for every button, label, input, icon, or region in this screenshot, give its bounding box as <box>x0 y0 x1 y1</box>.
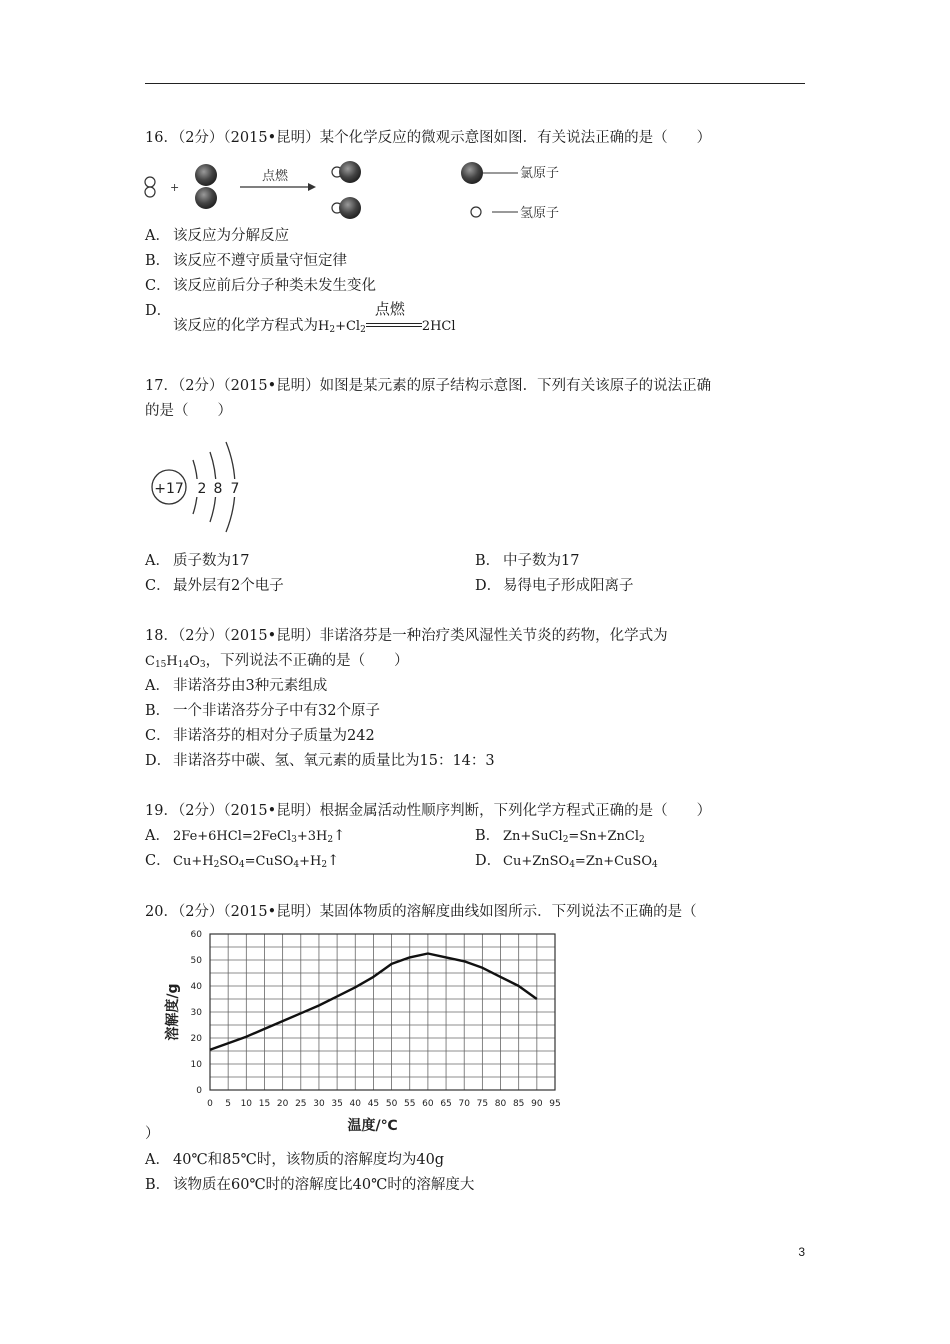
q18-option-d: D． 非诺洛芬中碳、氢、氧元素的质量比为15：14：3 <box>145 753 495 769</box>
q18-stem-line1: 18．（2分）（2015•昆明）非诺洛芬是一种治疗类风湿性关节炎的药物，化学式为 <box>145 628 668 644</box>
x-tick-label: 60 <box>422 1099 434 1109</box>
solubility-chart <box>155 922 575 1142</box>
x-tick-label: 95 <box>549 1099 561 1109</box>
nucleus-charge: +17 <box>154 481 184 497</box>
x-tick-label: 5 <box>225 1099 232 1109</box>
q16-option-d: 该反应的化学方程式为$H_2+Cl_2$ 点燃 2HCl <box>173 300 456 335</box>
q16-option-d-label: D． <box>145 303 172 319</box>
x-tick-label: 90 <box>531 1099 543 1109</box>
q17-stem-line2: 的是（ ） <box>145 403 232 419</box>
q19-option-c: C． $Cu+H_2SO_4=CuSO_4+H_2↑$ <box>145 853 340 870</box>
shell-2-electrons: 8 <box>213 481 223 497</box>
q20-stem-tail: ） <box>145 1126 160 1142</box>
x-tick-label: 0 <box>207 1099 213 1109</box>
q17-stem-line1: 17．（2分）（2015•昆明）如图是某元素的原子结构示意图．下列有关该原子的说法正确 <box>145 378 712 394</box>
x-tick-label: 20 <box>276 1099 289 1109</box>
q18-option-b: B． 一个非诺洛芬分子中有32个原子 <box>145 703 380 719</box>
q19-option-a: A． $2Fe+6HCl=2FeCl_3+3H_2↑$ <box>145 828 346 845</box>
y-tick-label: 60 <box>190 930 202 940</box>
q17-atom-structure-diagram <box>140 432 250 540</box>
q16-reaction-diagram <box>140 150 590 225</box>
x-tick-label: 15 <box>258 1099 271 1109</box>
hcl-molecule-icon <box>332 161 361 183</box>
q20-stem: 20．（2分）（2015•昆明）某固体物质的溶解度曲线如图所示．下列说法不正确的是（ <box>145 904 697 920</box>
x-tick-label: 70 <box>458 1099 470 1109</box>
y-tick-label: 50 <box>190 956 202 966</box>
equation-equals <box>366 300 422 333</box>
x-tick-label: 25 <box>295 1099 307 1109</box>
x-tick-label: 55 <box>404 1099 416 1109</box>
x-tick-label: 30 <box>313 1099 325 1109</box>
q18-option-a: A． 非诺洛芬由3种元素组成 <box>145 678 328 694</box>
page-number: 3 <box>798 1245 805 1259</box>
q17-option-b: B． 中子数为17 <box>475 553 580 569</box>
x-tick-label: 85 <box>512 1099 525 1109</box>
x-tick-label: 80 <box>494 1099 507 1109</box>
q19-option-b: B． Zn+SuCl$_2$=Sn+ZnCl$_2$ <box>475 828 645 845</box>
header-rule <box>145 83 805 84</box>
x-tick-label: 35 <box>331 1099 343 1109</box>
x-axis-label: 温度/℃ <box>347 1118 398 1134</box>
equation-condition: 点燃 <box>374 300 405 318</box>
q20-option-a: A． 40℃和85℃时，该物质的溶解度均为40g <box>145 1152 445 1168</box>
y-tick-label: 10 <box>190 1060 202 1070</box>
q17-option-d: D． 易得电子形成阳离子 <box>475 578 634 594</box>
q16-option-b: B． 该反应不遵守质量守恒定律 <box>145 253 347 269</box>
arrow-label: 点燃 <box>262 169 289 184</box>
x-tick-label: 40 <box>349 1099 361 1109</box>
hcl-molecule-icon <box>332 197 361 219</box>
q18-stem-line2: $C_{15}H_{14}O_3$，下列说法不正确的是（ ） <box>145 653 409 670</box>
h2-molecule-icon <box>145 177 155 197</box>
q16-stem: 16．（2分）（2015•昆明）某个化学反应的微观示意图如图．有关说法正确的是（ ） <box>145 130 712 146</box>
q19-option-d: D． Cu+ZnSO$_4$=Zn+CuSO$_4$ <box>475 853 658 870</box>
q19-stem: 19．（2分）（2015•昆明）根据金属活动性顺序判断，下列化学方程式正确的是（ ） <box>145 803 712 819</box>
q18-option-c: C． 非诺洛芬的相对分子质量为242 <box>145 728 375 744</box>
y-tick-label: 20 <box>190 1034 202 1044</box>
x-tick-label: 50 <box>385 1099 398 1109</box>
y-tick-label: 30 <box>190 1008 202 1018</box>
y-tick-label: 40 <box>190 982 202 992</box>
hydrogen-atom-icon <box>471 207 481 217</box>
q16-option-c: C． 该反应前后分子种类未发生变化 <box>145 278 376 294</box>
x-tick-label: 10 <box>240 1099 253 1109</box>
x-tick-label: 45 <box>367 1099 380 1109</box>
svg-text:+: + <box>170 181 180 194</box>
shell-3-electrons: 7 <box>230 481 240 497</box>
q17-option-c: C． 最外层有2个电子 <box>145 578 284 594</box>
q17-option-a: A． 质子数为17 <box>145 553 250 569</box>
y-tick-label: 0 <box>196 1086 202 1096</box>
legend-hydrogen: 氢原子 <box>520 206 560 221</box>
y-axis-label: 溶解度/g <box>165 983 181 1041</box>
cl2-molecule-icon <box>195 164 217 209</box>
legend-chlorine: 氯原子 <box>520 166 560 181</box>
x-tick-label: 75 <box>476 1099 489 1109</box>
chlorine-atom-icon <box>461 162 483 184</box>
q16-option-a: A． 该反应为分解反应 <box>145 228 289 244</box>
q20-option-b: B． 该物质在60℃时的溶解度比40℃时的溶解度大 <box>145 1177 475 1193</box>
x-tick-label: 65 <box>440 1099 452 1109</box>
shell-1-electrons: 2 <box>197 481 207 497</box>
